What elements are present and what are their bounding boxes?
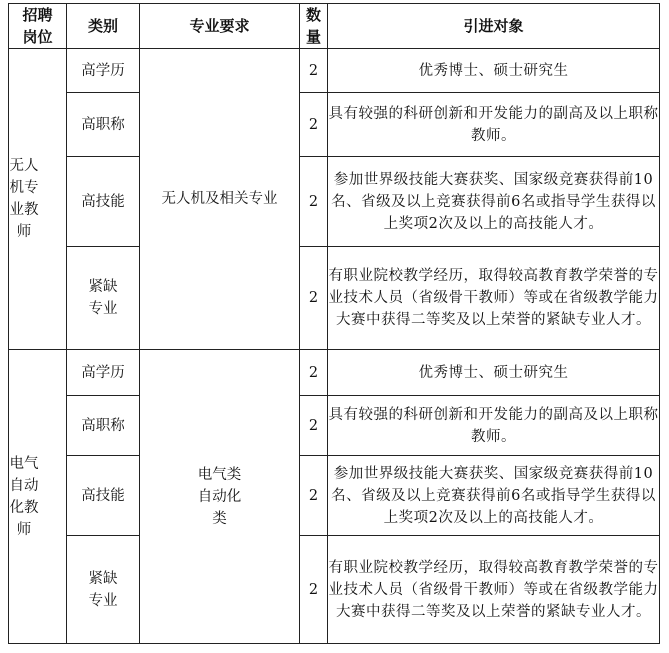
type-cell: 高学历 [67, 350, 140, 396]
header-post: 招聘岗位 [9, 4, 67, 49]
table-row [9, 456, 660, 536]
type-cell: 高技能 [67, 157, 140, 247]
type-cell: 高学历 [67, 49, 140, 93]
table-row [9, 49, 660, 93]
post-cell: 无人机专业教师 [9, 49, 67, 350]
type-cell: 高职称 [67, 396, 140, 456]
header-target: 引进对象 [328, 4, 660, 49]
target-cell: 参加世界级技能大赛获奖、国家级竞赛获得前10名、省级及以上竞赛获得前6名或指导学生获得以上奖项2次及以上的高技能人才。 [328, 456, 660, 536]
num-cell: 2 [300, 536, 328, 644]
target-cell: 有职业院校教学经历，取得较高教育教学荣誉的专业技术人员（省级骨干教师）等或在省级教学能力大赛中获得二等奖及以上荣誉的紧缺专业人才。 [328, 247, 660, 350]
table-row [9, 93, 660, 157]
target-cell: 具有较强的科研创新和开发能力的副高及以上职称教师。 [328, 396, 660, 456]
target-cell: 参加世界级技能大赛获奖、国家级竞赛获得前10名、省级及以上竞赛获得前6名或指导学生获得以上奖项2次及以上的高技能人才。 [328, 157, 660, 247]
table-row [9, 157, 660, 247]
type-cell: 紧缺专业 [67, 536, 140, 644]
major-cell: 无人机及相关专业 [140, 49, 300, 350]
recruitment-table [8, 3, 660, 644]
header-num: 数量 [300, 4, 328, 49]
header-type: 类别 [67, 4, 140, 49]
num-cell: 2 [300, 396, 328, 456]
num-cell: 2 [300, 456, 328, 536]
num-cell: 2 [300, 350, 328, 396]
table-row [9, 536, 660, 644]
target-cell: 具有较强的科研创新和开发能力的副高及以上职称教师。 [328, 93, 660, 157]
target-cell: 优秀博士、硕士研究生 [328, 49, 660, 93]
num-cell: 2 [300, 247, 328, 350]
post-cell: 电气自动化教师 [9, 350, 67, 644]
header-major: 专业要求 [140, 4, 300, 49]
type-cell: 高职称 [67, 93, 140, 157]
num-cell: 2 [300, 93, 328, 157]
num-cell: 2 [300, 157, 328, 247]
major-cell: 电气类自动化类 [140, 350, 300, 644]
table-row [9, 396, 660, 456]
target-cell: 优秀博士、硕士研究生 [328, 350, 660, 396]
type-cell: 高技能 [67, 456, 140, 536]
target-cell: 有职业院校教学经历，取得较高教育教学荣誉的专业技术人员（省级骨干教师）等或在省级教学能力大赛中获得二等奖及以上荣誉的紧缺专业人才。 [328, 536, 660, 644]
table-row [9, 247, 660, 350]
num-cell: 2 [300, 49, 328, 93]
header-row [9, 4, 660, 49]
type-cell: 紧缺专业 [67, 247, 140, 350]
table-row [9, 350, 660, 396]
